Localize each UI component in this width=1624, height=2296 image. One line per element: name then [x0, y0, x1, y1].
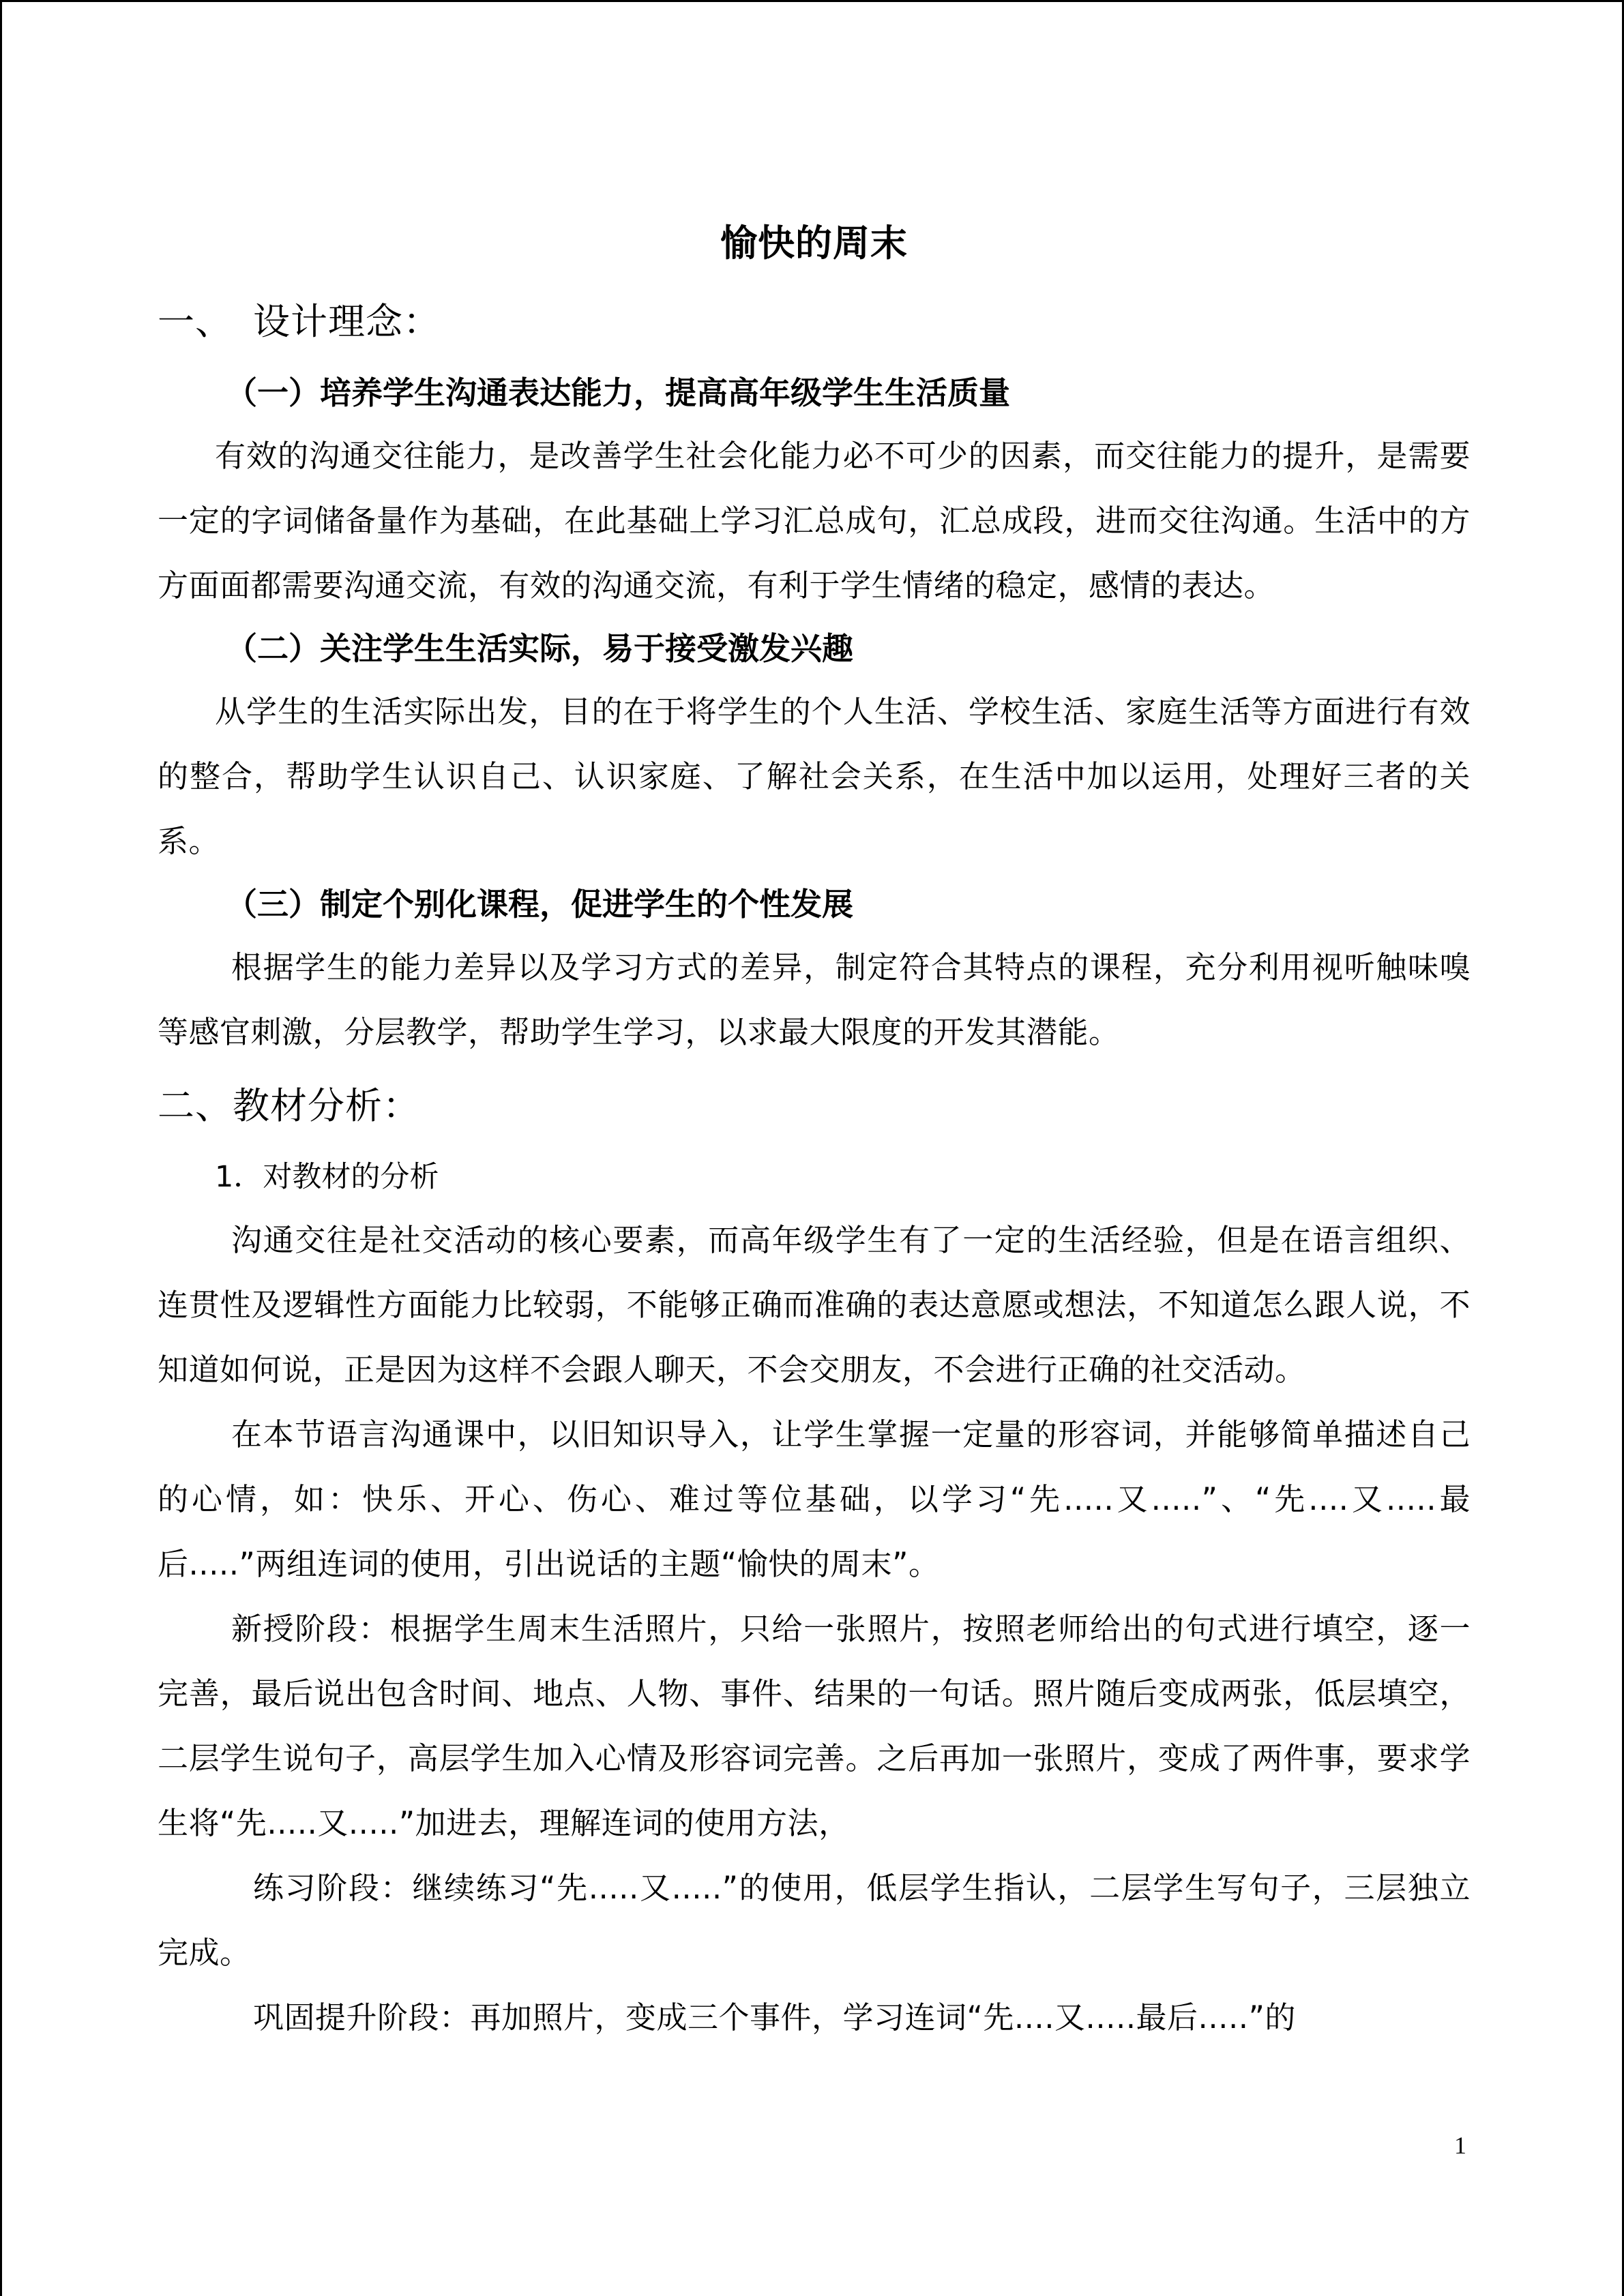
page-number: 1 [1454, 2132, 1466, 2159]
section-number: 一、 [158, 300, 233, 343]
section-heading-design-concept [158, 291, 1471, 353]
subsection-heading-3: （三）制定个别化课程，促进学生的个性发展 [226, 886, 853, 923]
paragraph-communication-core: 沟通交往是社交活动的核心要素，而高年级学生有了一定的生活经验，但是在语言组织、连贯性及逻辑性方面能力比较弱，不能够正确而准确的表达意愿或想法，不知道怎么跟人说，不知道如何说，正是因为这样不会跟人聊天，不会交朋友，不会进行正确的社交活动。 [158, 1222, 1471, 1388]
section-title: 设计理念： [253, 300, 441, 343]
paragraph-consolidation-stage: 巩固提升阶段：再加照片，变成三个事件，学习连词“先....又.....最后.....”的 [253, 1999, 1296, 2036]
subsection-heading-2: （二）关注学生生活实际，易于接受激发兴趣 [226, 630, 853, 667]
document-body [158, 207, 1471, 2050]
paragraph-new-lesson-stage: 新授阶段：根据学生周末生活照片，只给一张照片，按照老师给出的句式进行填空，逐一完善，最后说出包含时间、地点、人物、事件、结果的一句话。照片随后变成两张，低层填空，二层学生说句子，高层学生加入心情及形容词完善。之后再加一张照片，变成了两件事，要求学生将“先.....又.....”加进去，理解连词的使用方法， [158, 1611, 1471, 1841]
list-item-material-analysis: 1．对教材的分析 [215, 1160, 439, 1194]
section-heading-material-analysis: 二、教材分析： [158, 1084, 420, 1127]
paragraph-practice-stage: 练习阶段：继续练习“先.....又.....”的使用，低层学生指认，二层学生写句子，三层独立完成。 [158, 1870, 1471, 1971]
paragraph-lesson-intro: 在本节语言沟通课中，以旧知识导入，让学生掌握一定量的形容词，并能够简单描述自己的心情，如：快乐、开心、伤心、难过等位基础，以学习“先.....又.....”、“先....又.....最后.....”两组连词的使用，引出说话的主题“愉快的周末”。 [158, 1416, 1471, 1582]
paragraph-communication: 有效的沟通交往能力，是改善学生社会化能力必不可少的因素，而交往能力的提升，是需要一定的字词储备量作为基础，在此基础上学习汇总成句，汇总成段，进而交往沟通。生活中的方方面面都需要沟通交流，有效的沟通交流，有利于学生情绪的稳定，感情的表达。 [158, 438, 1471, 603]
subsection-heading-1: （一）培养学生沟通表达能力，提高高年级学生生活质量 [226, 374, 1010, 411]
paragraph-individual-curriculum: 根据学生的能力差异以及学习方式的差异，制定符合其特点的课程，充分利用视听触味嗅等感官刺激，分层教学，帮助学生学习，以求最大限度的开发其潜能。 [158, 949, 1471, 1050]
document-title: 愉快的周末 [720, 222, 908, 265]
paragraph-life-practice: 从学生的生活实际出发，目的在于将学生的个人生活、学校生活、家庭生活等方面进行有效的整合，帮助学生认识自己、认识家庭、了解社会关系，在生活中加以运用，处理好三者的关系。 [158, 694, 1471, 859]
